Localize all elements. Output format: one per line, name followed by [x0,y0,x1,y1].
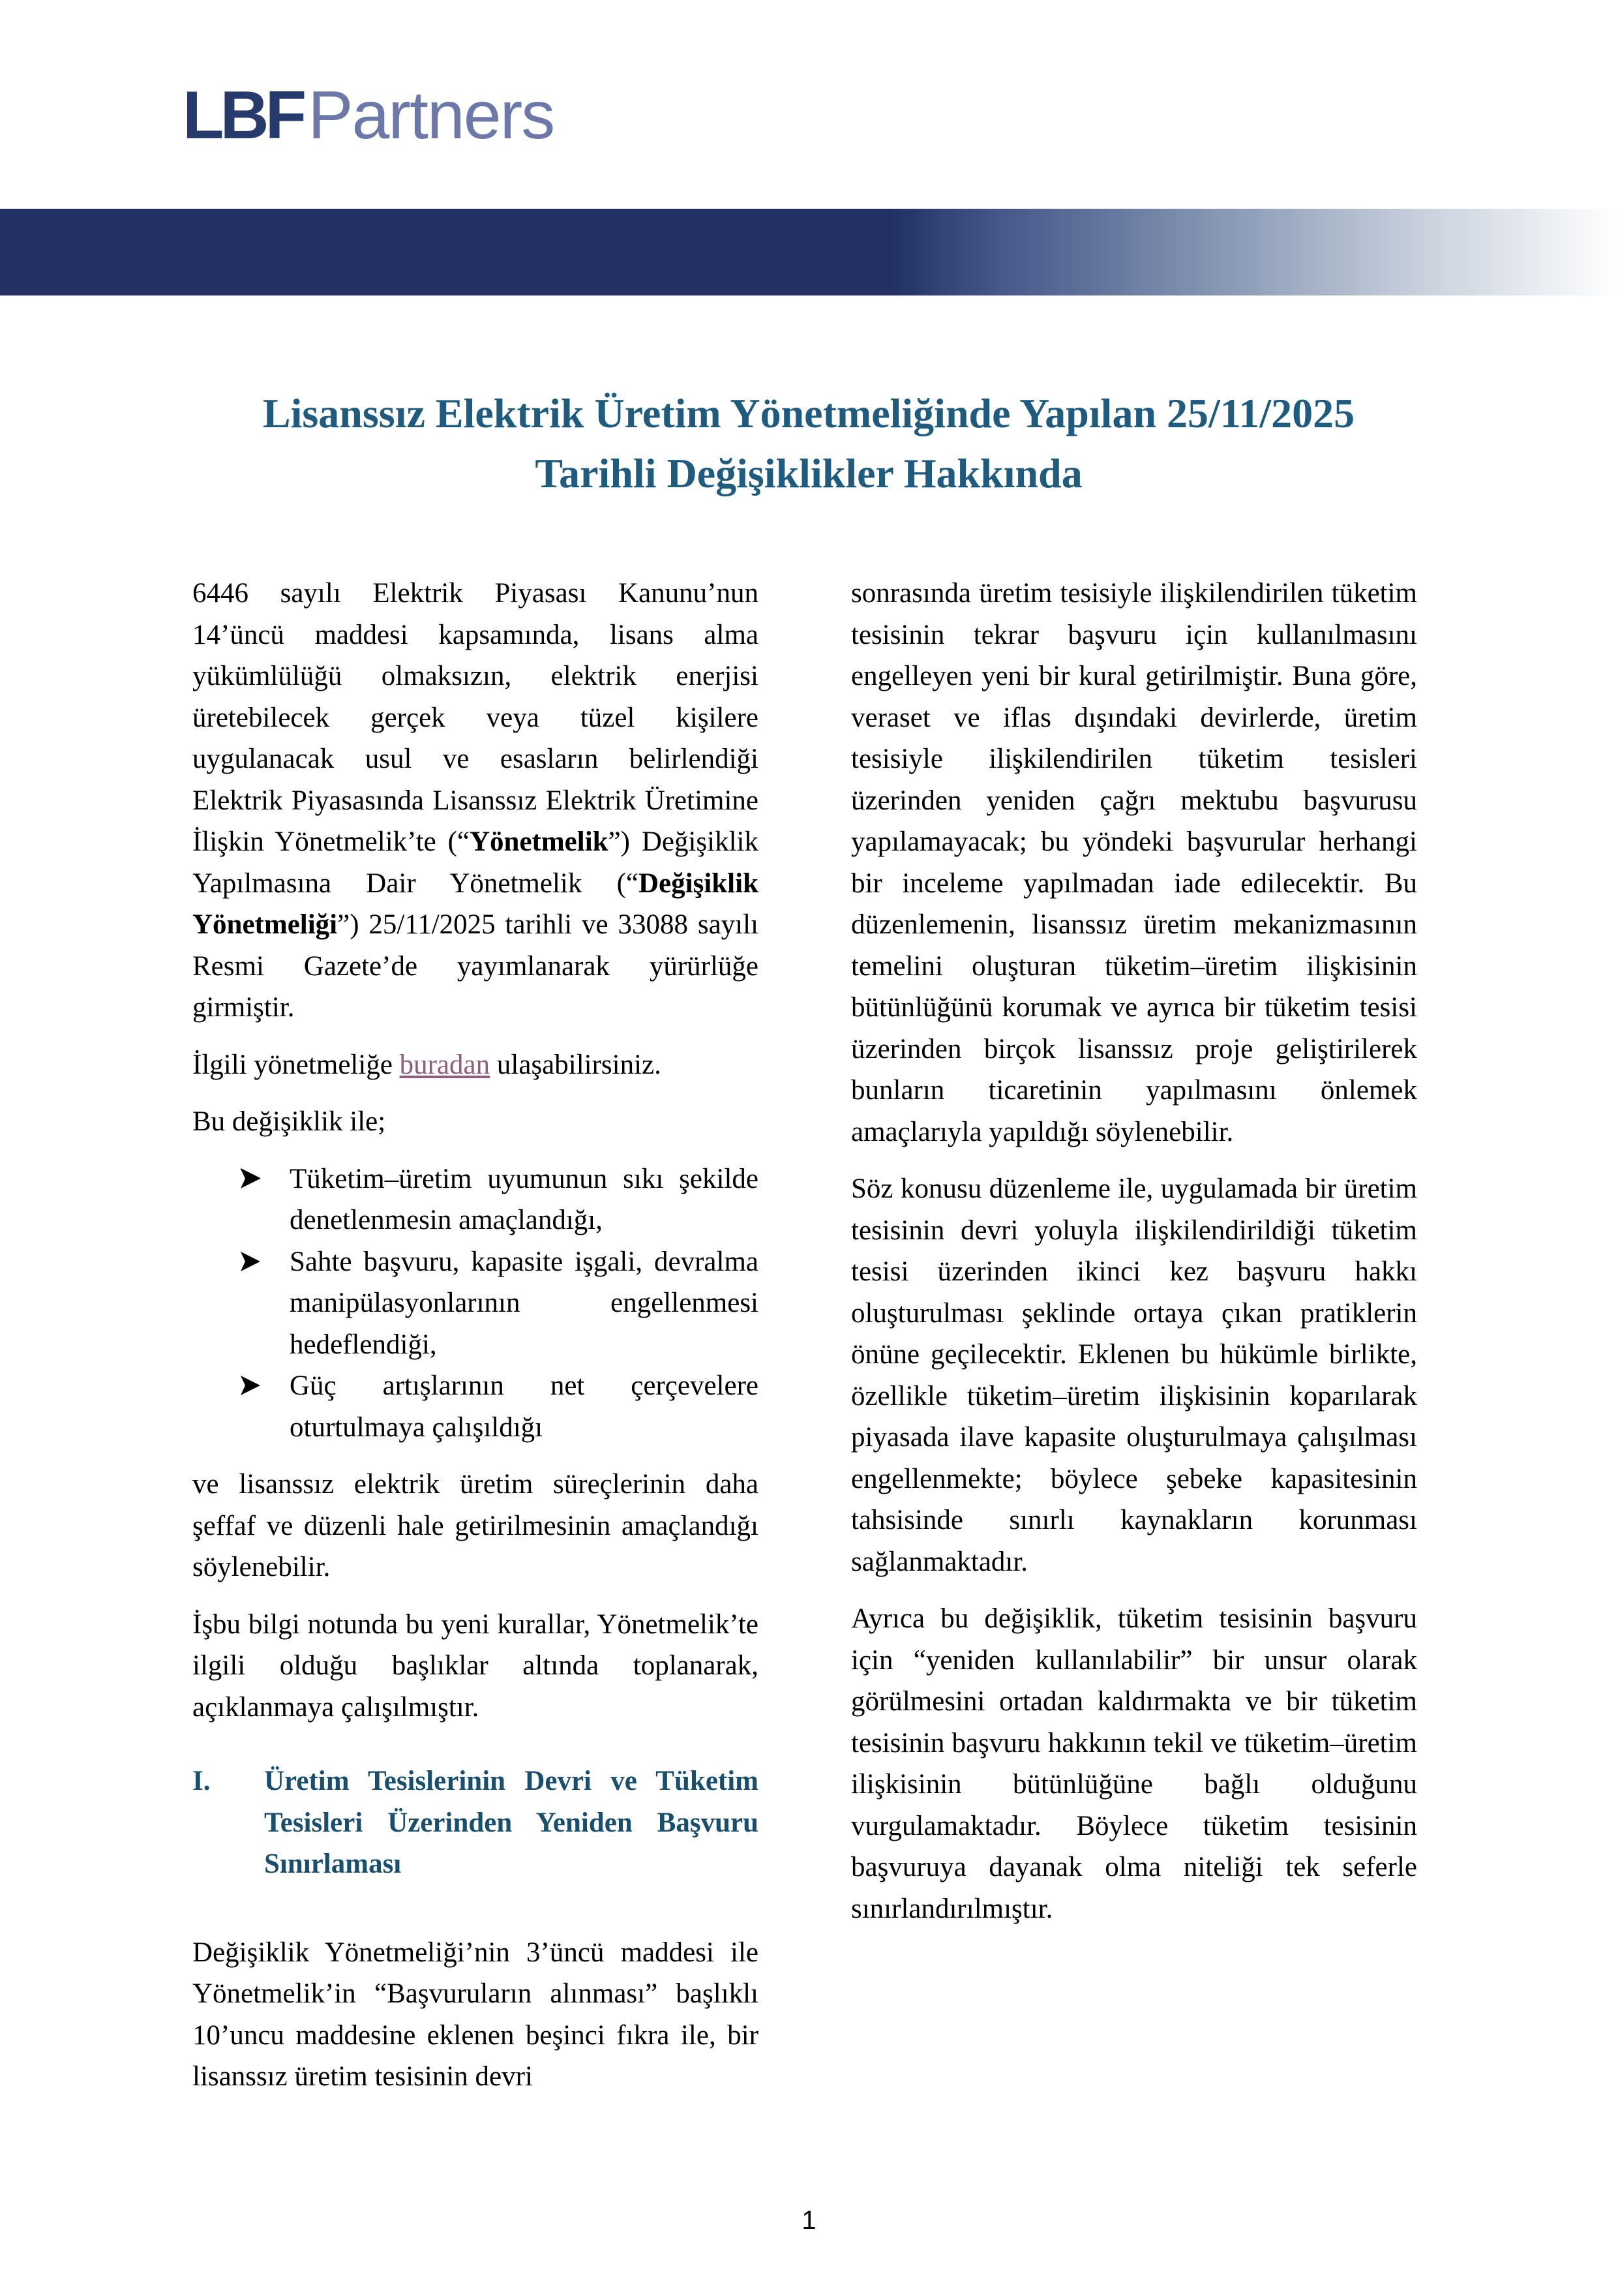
logo-partners: Partners [308,78,554,153]
header-banner [0,209,1618,295]
term-yonetmelik: Yönetmelik [469,826,608,857]
intro-paragraph [192,573,758,1029]
arrowhead-bullet-icon [239,1250,262,1273]
list-item [192,1158,758,1241]
section-title: Üretim Tesislerinin Devri ve Tüketim Tesisleri Üzerinden Yeniden Başvuru Sınırlaması [264,1766,758,1879]
list-item [192,1365,758,1448]
title-line-1: Lisanssız Elektrik Üretim Yönetmeliğinde Yapılan 25/11/2025 [262,390,1355,436]
page-number: 1 [802,2206,816,2235]
list-item [192,1241,758,1366]
term-degisiklik-yonetmeligi: Değişiklik Yönetmeliği [192,868,758,940]
body-paragraph: sonrasında üretim tesisiyle ilişkilendirilen tüketim tesisinin tekrar başvuru için kullanılmasını engelleyen yeni bir kural getirilmiştir. Buna göre, veraset ve iflas dışındaki devirlerde, üretim tesisiyle ilişkilendirilen tüketim tesisleri üzerinden yeniden çağrı mektubu başvurusu yapılamayacak; bu yöndeki başvurular herhangi bir inceleme yapılmadan iade edilecektir. Bu düzenlemenin, lisanssız üretim mekanizmasının temelini oluşturan tüketim–üretim ilişkisinin bütünlüğünü korumak ve ayrıca bir tüketim tesisi üzerinden birçok lisanssız proje geliştirilerek bunların ticaretinin yapılmasını önlemek amaçlarıyla yapıldığı söylenebilir. [851,578,1417,1147]
arrowhead-bullet-icon [239,1168,262,1190]
title-line-2: Tarihli Değişiklikler Hakkında [535,450,1083,496]
intro-text: ”) Değişiklik Yapılmasına Dair Yönetmelik (“ [192,826,758,899]
body-paragraph: Söz konusu düzenleme ile, uygulamada bir üretim tesisinin devri yoluyla ilişkilendirildiği tüketim tesisi üzerinden ikinci kez başvuru hakkı oluşturulması şeklinde ortaya çıkan pratiklerin önüne geçilecektir. Eklenen bu hükümle birlikte, özellikle tüketim–üretim ilişkisinin koparılarak piyasada ilave kapasite oluşturulmaya çalışılması engellenmekte; böylece şebeke kapasitesinin tahsisinde sınırlı kaynakların korunması sağlanmaktadır. [851,1173,1417,1577]
aims-list [192,1158,758,1449]
link-paragraph [192,1044,758,1086]
document-title [163,384,1454,504]
list-item-text: Tüketim–üretim uyumunun sıkı şekilde denetlenmesin amaçlandığı, [290,1163,758,1235]
list-item-text: Güç artışlarının net çerçevelere oturtulmaya çalışıldığı [290,1370,758,1443]
company-logo [183,77,554,153]
summary-paragraph: İşbu bilgi notunda bu yeni kurallar, Yönetmelik’te ilgili olduğu başlıklar altında toplanarak, açıklanmaya çalışılmıştır. [192,1609,758,1723]
after-list-paragraph: ve lisanssız elektrik üretim süreçlerinin daha şeffaf ve düzenli hale getirilmesinin amaçlandığı söylenebilir. [192,1469,758,1582]
list-intro: Bu değişiklik ile; [192,1106,386,1137]
section-paragraph: Değişiklik Yönetmeliği’nin 3’üncü maddesi ile Yönetmelik’in “Başvuruların alınması” başlıklı 10’uncu maddesine eklenen beşinci fıkra ile, bir lisanssız üretim tesisinin devri [192,1937,758,2092]
link-trail-text: ulaşabilirsiniz. [490,1049,661,1080]
list-item-text: Sahte başvuru, kapasite işgali, devralma manipülasyonlarının engellenmesi hedeflendiği, [290,1246,758,1360]
arrowhead-bullet-icon [239,1374,262,1397]
intro-text: ”) 25/11/2025 tarihli ve 33088 sayılı Resmi Gazete’de yayımlanarak yürürlüğe girmiştir. [192,909,758,1023]
link-lead-text: İlgili yönetmeliğe [192,1049,400,1080]
logo-lbf: LBF [183,78,303,153]
section-number: I. [192,1766,211,1796]
left-column [192,573,758,2098]
regulation-link[interactable]: buradan [399,1049,490,1080]
intro-text: 6446 sayılı Elektrik Piyasası Kanunu’nun 14’üncü maddesi kapsamında, lisans alma yükümlülüğü olmaksızın, elektrik enerjisi üretebilecek gerçek veya tüzel kişilere uygulanacak usul ve esasların belirlendiği Elektrik Piyasasında Lisanssız Elektrik Üretimine İlişkin Yönetmelik’te (“ [192,578,758,857]
body-paragraph: Ayrıca bu değişiklik, tüketim tesisinin başvuru için “yeniden kullanılabilir” bir unsur olarak görülmesini ortadan kaldırmakta ve bir tüketim tesisinin başvuru hakkının tekil ve tüketim–üretim ilişkisinin bütünlüğüne bağlı olduğunu vurgulamaktadır. Böylece tüketim tesisinin başvuruya dayanak olma niteliği tek seferle sınırlandırılmıştır. [851,1603,1417,1924]
section-heading [192,1760,758,1885]
right-column [851,573,1417,1929]
